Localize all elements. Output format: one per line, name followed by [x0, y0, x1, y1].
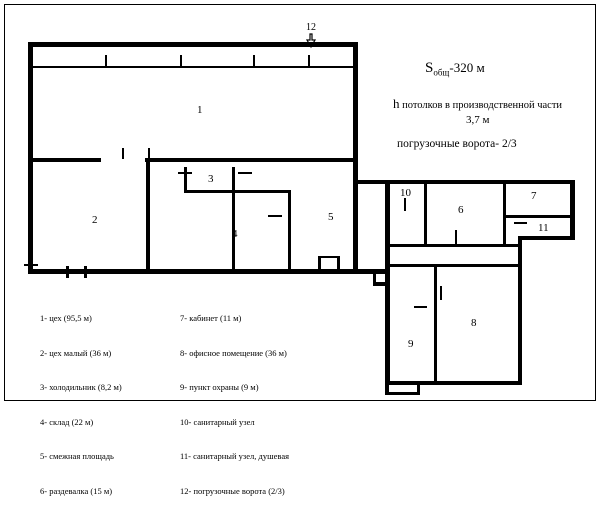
- wall-right-step-h: [518, 236, 575, 240]
- door-mark-room4: [268, 215, 282, 217]
- door-mark-room3a: [178, 172, 192, 174]
- total-area-symbol: S: [425, 60, 434, 76]
- room-number-4: 4: [232, 228, 238, 240]
- wall-r11-bottom: [506, 244, 520, 247]
- wall-r9-right: [434, 267, 437, 382]
- partition-stub-2: [180, 55, 182, 68]
- wall-corridor-stub-v: [373, 274, 376, 286]
- legend-item-2: 2- цех малый (36 м): [40, 347, 112, 358]
- partition-stub-1: [105, 55, 107, 68]
- wall-right-bottom: [385, 381, 522, 385]
- legend-left-column: [40, 290, 122, 520]
- ceiling-height-annotation: [393, 96, 562, 112]
- wall-right-outer: [570, 180, 575, 240]
- total-area-subscript: общ: [433, 67, 450, 78]
- door-mark-r6: [455, 230, 457, 244]
- wall-left-right-upper: [353, 42, 358, 94]
- legend-item-9: 9- пункт охраны (9 м): [180, 382, 259, 392]
- label-gate-12: 12: [306, 22, 316, 33]
- door-mark-r9: [414, 306, 427, 308]
- wall-room3-bottom: [184, 190, 261, 193]
- wall-corridor-top: [358, 180, 388, 184]
- room-number-11: 11: [538, 222, 549, 234]
- legend-item-5: 5- смежная площадь: [40, 451, 114, 461]
- opening-left-wall: [24, 264, 38, 266]
- legend-item-3: 3- холодильник (8,2 м): [40, 382, 122, 392]
- room-number-1: 1: [197, 104, 203, 116]
- partition-stub-4: [308, 55, 310, 68]
- room-number-9: 9: [408, 338, 414, 350]
- doorjamb-room5-b: [337, 258, 340, 272]
- wall-r10-bottom: [390, 244, 427, 247]
- legend-right-column: [180, 290, 289, 520]
- gate-arrow-icon: [303, 34, 319, 48]
- wall-r7-bottom: [506, 215, 572, 218]
- wall-room2-right: [146, 158, 150, 270]
- wall-right-top: [385, 180, 575, 184]
- room-number-6: 6: [458, 204, 464, 216]
- wall-r10-right: [424, 184, 427, 246]
- wall-left-right-lower: [353, 94, 358, 274]
- wall-room4-right: [288, 190, 291, 272]
- legend-item-4: 4- склад (22 м): [40, 416, 94, 427]
- wall-bottom-protrusion-right: [417, 381, 420, 395]
- wall-top-inner-band: [33, 66, 353, 68]
- ceiling-height-text: потолков в производственной части: [399, 100, 563, 111]
- room-number-7: 7: [531, 190, 537, 202]
- room-number-3: 3: [208, 173, 214, 185]
- wall-r6-bottom: [427, 244, 506, 247]
- total-area-annotation: [425, 60, 485, 78]
- doorjamb-room2-a: [66, 266, 69, 278]
- doorjamb-room2-b: [84, 266, 87, 278]
- legend-item-12: 12- погрузочные ворота (2/3): [180, 485, 285, 496]
- wall-room5-top: [261, 190, 291, 193]
- ceiling-height-symbol: h: [393, 96, 400, 111]
- wall-right-step-v: [518, 236, 522, 381]
- wall-room3-right: [232, 167, 235, 272]
- door-mark-r8: [440, 286, 442, 300]
- legend-item-6: 6- раздевалка (15 м): [40, 485, 113, 496]
- room-number-2: 2: [92, 214, 98, 226]
- wall-lower-top: [390, 264, 520, 267]
- ceiling-height-value: 3,7 м: [466, 114, 490, 126]
- doorjamb-room5-a: [318, 258, 321, 272]
- legend-item-11: 11- санитарный узел, душевая: [180, 451, 290, 461]
- legend-item-1: 1- цех (95,5 м): [40, 313, 92, 323]
- room-number-5: 5: [328, 211, 334, 223]
- room-number-8: 8: [471, 317, 477, 329]
- legend-item-8: 8- офисное помещение (36 м): [180, 347, 287, 358]
- wall-left-bottom: [28, 269, 388, 274]
- wall-bottom-protrusion-bottom: [385, 392, 420, 395]
- partition-stub-3: [253, 55, 255, 68]
- door-mark-room1: [122, 148, 124, 159]
- door-mark-r10: [404, 198, 406, 211]
- door-mark-r11: [514, 222, 527, 224]
- legend-item-10: 10- санитарный узел: [180, 416, 255, 427]
- opening-room5-top: [318, 256, 340, 258]
- wall-room1-bottom-2: [145, 158, 353, 162]
- wall-room3-left: [184, 167, 187, 193]
- legend-item-7: 7- кабинет (11 м): [180, 313, 242, 323]
- wall-room1-bottom: [33, 158, 101, 162]
- loading-gates-annotation: погрузочные ворота- 2/3: [397, 138, 517, 150]
- door-mark-room3b: [238, 172, 252, 174]
- room-number-10: 10: [400, 187, 411, 199]
- total-area-value: -320 м: [449, 60, 485, 75]
